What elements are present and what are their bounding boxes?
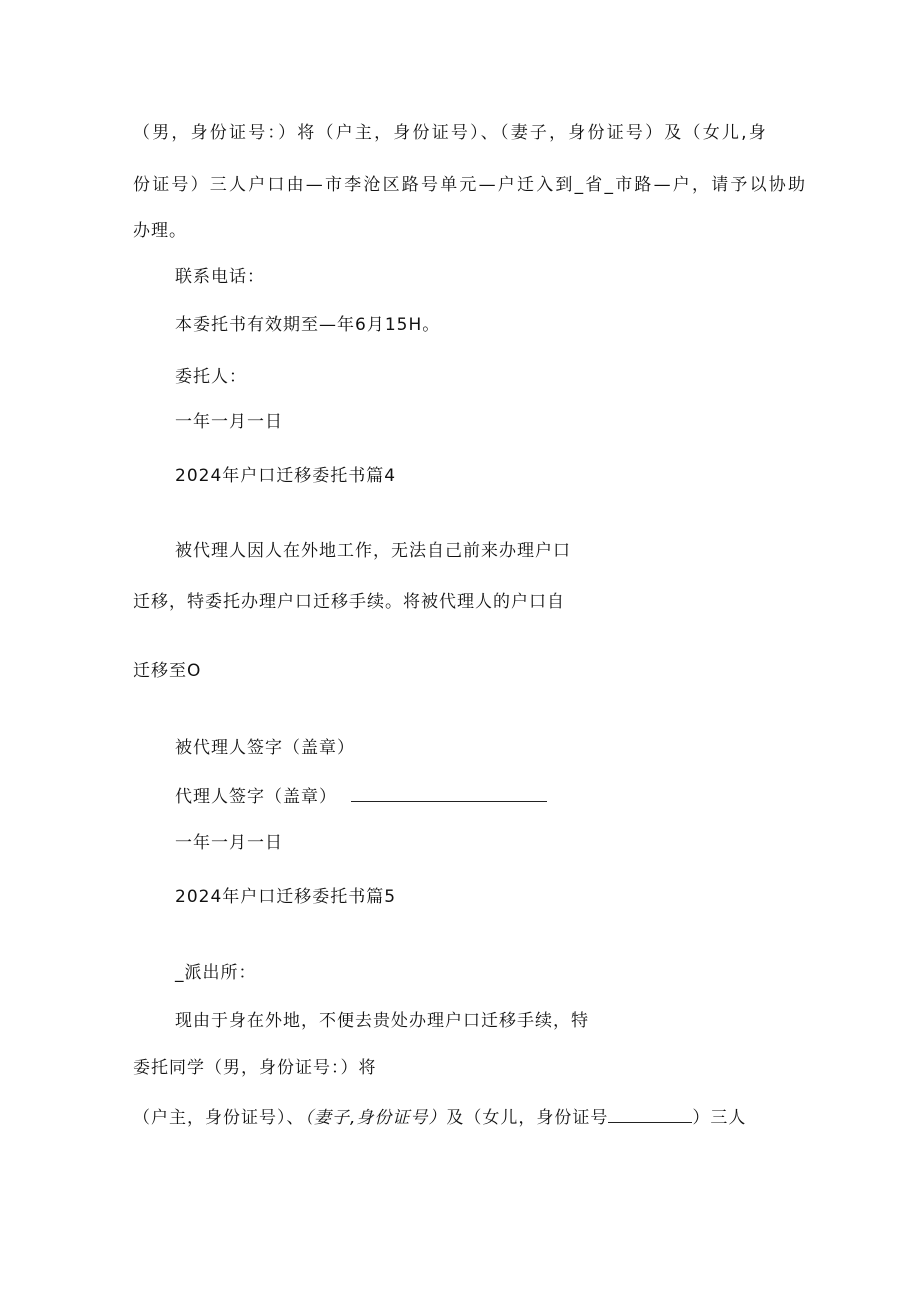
paragraph-line: （男，身份证号：）将（户主，身份证号）、（妻子，身份证号）及（女儿,身 — [133, 123, 768, 143]
date-line: 一年一月一日 — [175, 412, 283, 432]
paragraph-line: 委托同学（男，身份证号：）将 — [133, 1058, 377, 1078]
paragraph-line: 迁移至O — [133, 661, 202, 681]
paragraph-line: 办理。 — [133, 221, 187, 241]
date-line: 一年一月一日 — [175, 833, 283, 853]
principal-label: 委托人： — [175, 367, 247, 387]
text-fragment: 及（女儿，身份证号 — [446, 1108, 609, 1128]
phone-label: 联系电话： — [175, 267, 265, 287]
section-heading: 2024年户口迁移委托书篇5 — [175, 887, 397, 907]
paragraph-line: 现由于身在外地，不便去贵处办理户口迁移手续，特 — [175, 1011, 589, 1031]
section-heading: 2024年户口迁移委托书篇4 — [175, 466, 397, 486]
text-fragment: （妻子,身份证号） — [304, 1108, 447, 1128]
principal-signature-label: 被代理人签字（盖章） — [175, 738, 355, 758]
signature-blank — [351, 785, 547, 802]
validity-statement: 本委托书有效期至—年6月15H。 — [175, 315, 441, 335]
id-blank — [608, 1106, 692, 1123]
paragraph-line: 被代理人因人在外地工作，无法自己前来办理户口 — [175, 541, 571, 561]
paragraph-line: 份证号）三人户口由—市李沧区路号单元—户迁入到_省_市路—户，请予以协助 — [133, 175, 808, 195]
agent-signature-row — [175, 785, 547, 808]
text-fragment: ）三人 — [692, 1108, 747, 1128]
paragraph-line — [133, 1106, 746, 1129]
paragraph-line: 迁移，特委托办理户口迁移手续。将被代理人的户口自 — [133, 592, 565, 612]
police-station-label: _派出所： — [175, 963, 257, 983]
agent-signature-label: 代理人签字（盖章） — [175, 787, 337, 807]
text-fragment: （户主，身份证号）、 — [133, 1108, 305, 1128]
